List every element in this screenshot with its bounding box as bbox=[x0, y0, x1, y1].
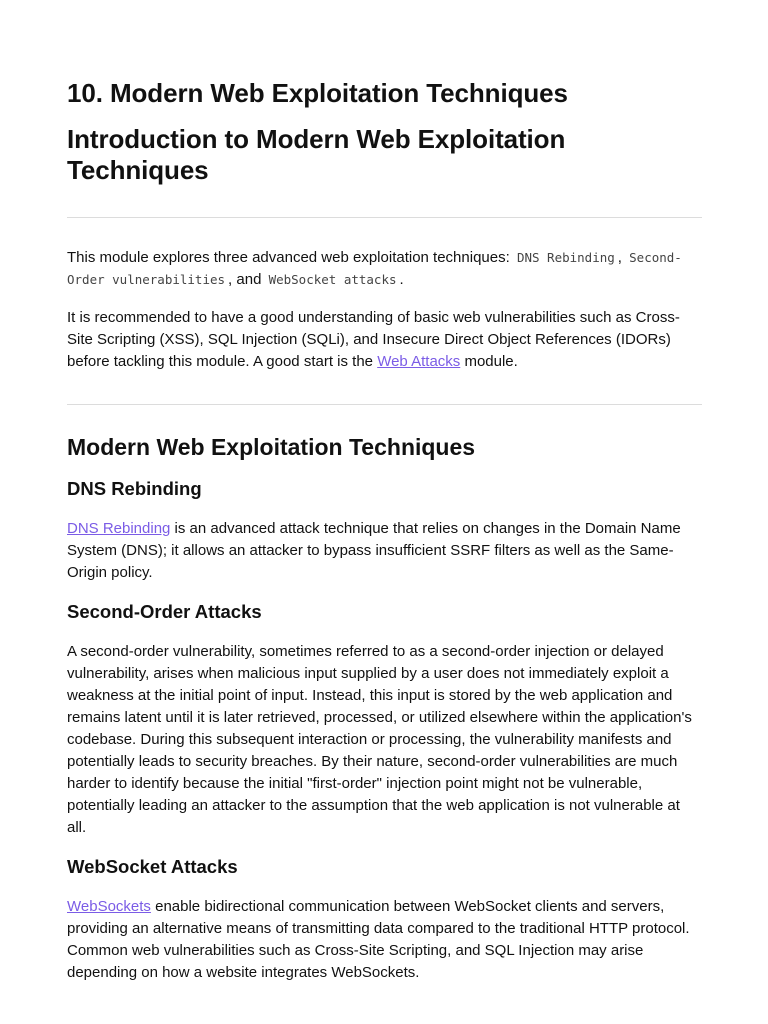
second-order-heading: Second-Order Attacks bbox=[67, 601, 262, 622]
intro-text: This module explores three advanced web exploitation techniques: bbox=[67, 249, 514, 266]
intro-text: module. bbox=[460, 353, 518, 370]
separator: , bbox=[617, 249, 627, 266]
intro-title: Introduction to Modern Web Exploitation Techniques bbox=[67, 124, 566, 185]
websocket-paragraph bbox=[67, 896, 702, 984]
websocket-text: enable bidirectional communication between WebSocket clients and servers, providing an alternative means of transmitting data compared to the traditional HTTP protocol. Common web vulnerabilities such as Cross-Site Scripting, and SQL Injection may arise depending on how a website integrates WebSockets. bbox=[67, 898, 690, 981]
websockets-link[interactable]: WebSockets bbox=[67, 898, 151, 915]
divider bbox=[67, 404, 702, 405]
dns-rebinding-paragraph bbox=[67, 518, 702, 584]
dns-rebinding-text: is an advanced attack technique that relies on changes in the Domain Name System (DNS); it allows an attacker to bypass insufficient SSRF filters as well as the Same-Origin policy. bbox=[67, 520, 681, 581]
dns-rebinding-heading: DNS Rebinding bbox=[67, 478, 202, 499]
dns-rebinding-link[interactable]: DNS Rebinding bbox=[67, 520, 171, 537]
intro-paragraph-2 bbox=[67, 307, 702, 373]
code-second-order: Second-Order vulnerabilities bbox=[67, 250, 682, 287]
divider bbox=[67, 217, 702, 218]
intro-paragraph-1 bbox=[67, 247, 702, 291]
section-title: Modern Web Exploitation Techniques bbox=[67, 434, 476, 460]
second-order-paragraph: A second-order vulnerability, sometimes referred to as a second-order injection or delayed vulnerability, arises when malicious input supplied by a user does not immediately exploit a weakness at the initial point of input. Instead, this input is stored by the web application and remains latent until it is later retrieved, processed, or utilized elsewhere within the application's codebase. During this subsequent interaction or processing, the vulnerability manifests and potentially leads to security breaches. By their nature, second-order vulnerabilities are much harder to identify because the initial "first-order" injection point might not be vulnerable, potentially leading an attacker to the assumption that the web application is not vulnerable at all. bbox=[67, 643, 692, 836]
intro-text: It is recommended to have a good understanding of basic web vulnerabilities such as Cross-Site Scripting (XSS), SQL Injection (SQLi), and Insecure Direct Object References (IDORs) before tackling this module. A good start is the bbox=[67, 309, 680, 370]
code-websocket: WebSocket attacks bbox=[268, 272, 397, 287]
separator: , and bbox=[228, 271, 266, 288]
websocket-heading: WebSocket Attacks bbox=[67, 856, 238, 877]
period: . bbox=[399, 271, 404, 288]
page-title: 10. Modern Web Exploitation Techniques bbox=[67, 78, 568, 108]
code-dns-rebinding: DNS Rebinding bbox=[516, 250, 615, 265]
web-attacks-link[interactable]: Web Attacks bbox=[377, 353, 461, 370]
